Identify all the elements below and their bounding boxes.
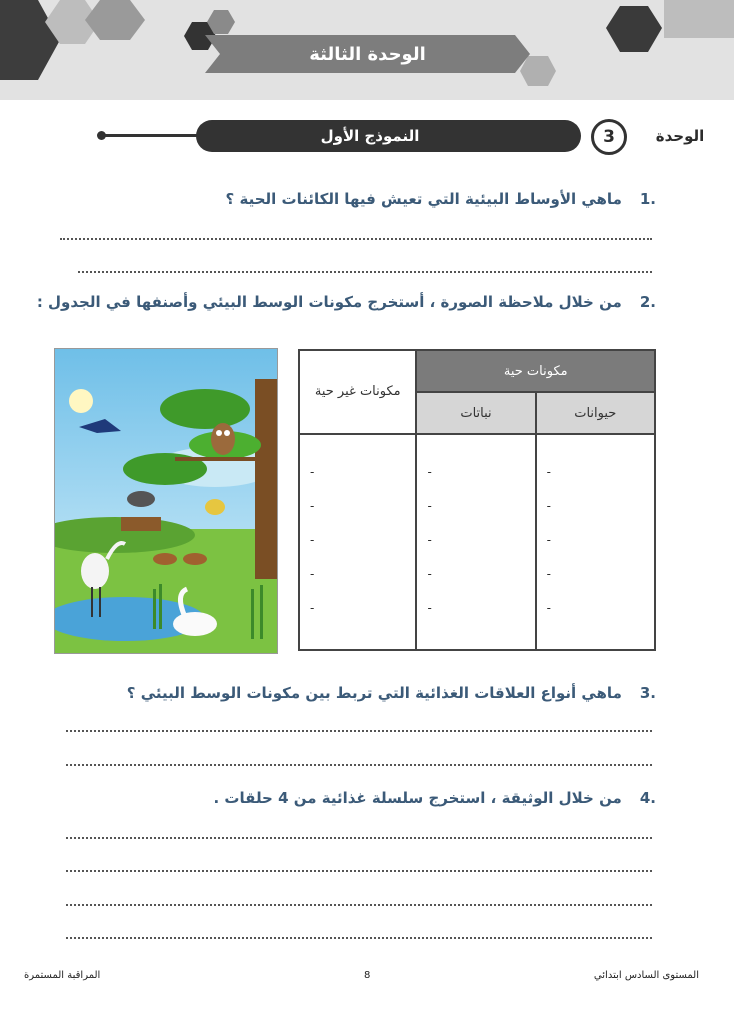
dash-mark: - <box>546 465 551 479</box>
footer-assessment: المراقبة المستمرة <box>24 970 101 981</box>
answer-line[interactable] <box>66 730 652 732</box>
answer-line[interactable] <box>66 837 652 839</box>
dash-mark: - <box>427 567 432 581</box>
plants-cell[interactable] <box>416 434 535 650</box>
question-number: .3 <box>639 684 656 702</box>
dash-mark: - <box>546 567 551 581</box>
dash-mark: - <box>310 499 315 513</box>
animals-cell[interactable] <box>536 434 655 650</box>
unit-banner-title: الوحدة الثالثة <box>309 43 426 65</box>
hexagon-decoration-left <box>0 0 200 100</box>
dash-mark: - <box>546 499 551 513</box>
question-number: .4 <box>639 789 656 807</box>
answer-line[interactable] <box>78 271 652 273</box>
dash-mark: - <box>427 499 432 513</box>
nonliving-cell[interactable] <box>299 434 416 650</box>
answer-line[interactable] <box>66 904 652 906</box>
nonliving-components-header: مكونات غير حية <box>299 350 416 434</box>
question-1 <box>226 190 656 208</box>
unit-label: الوحدة <box>655 127 705 145</box>
hexagon-decoration-right <box>600 0 734 60</box>
dash-mark: - <box>310 567 315 581</box>
dash-mark: - <box>310 533 315 547</box>
dash-mark: - <box>310 465 315 479</box>
question-number: .1 <box>639 190 656 208</box>
question-3 <box>127 684 656 702</box>
components-table <box>298 349 656 651</box>
dash-mark: - <box>546 533 551 547</box>
dash-mark: - <box>310 601 315 615</box>
living-components-header: مكونات حية <box>416 350 655 392</box>
dash-mark: - <box>546 601 551 615</box>
answer-line[interactable] <box>66 937 652 939</box>
model-title: النموذج الأول <box>320 127 420 145</box>
question-number: .2 <box>639 293 656 311</box>
dash-mark: - <box>427 533 432 547</box>
answer-line[interactable] <box>66 764 652 766</box>
answer-line[interactable] <box>60 238 652 240</box>
question-text: من خلال الوثيقة ، استخرج سلسلة غذائية من 4 حلقات . <box>213 789 622 807</box>
plants-header: نباتات <box>416 392 535 434</box>
footer-page-number: 8 <box>364 970 371 981</box>
question-2 <box>37 293 656 311</box>
footer-level: المستوى السادس ابتدائي <box>593 970 699 981</box>
question-text: ماهي أنواع العلاقات الغذائية التي تربط بين مكونات الوسط البيئي ؟ <box>126 684 622 702</box>
ecosystem-illustration <box>54 348 278 654</box>
question-text: من خلال ملاحظة الصورة ، أستخرج مكونات الوسط البيئي وأصنفها في الجدول : <box>36 293 622 311</box>
decorative-line <box>102 134 202 137</box>
question-4 <box>214 789 656 807</box>
animals-header: حيوانات <box>536 392 655 434</box>
dash-mark: - <box>427 465 432 479</box>
answer-line[interactable] <box>66 870 652 872</box>
question-text: ماهي الأوساط البيئية التي تعيش فيها الكائنات الحية ؟ <box>225 190 622 208</box>
dash-mark: - <box>427 601 432 615</box>
unit-number-badge: 3 <box>591 119 627 155</box>
